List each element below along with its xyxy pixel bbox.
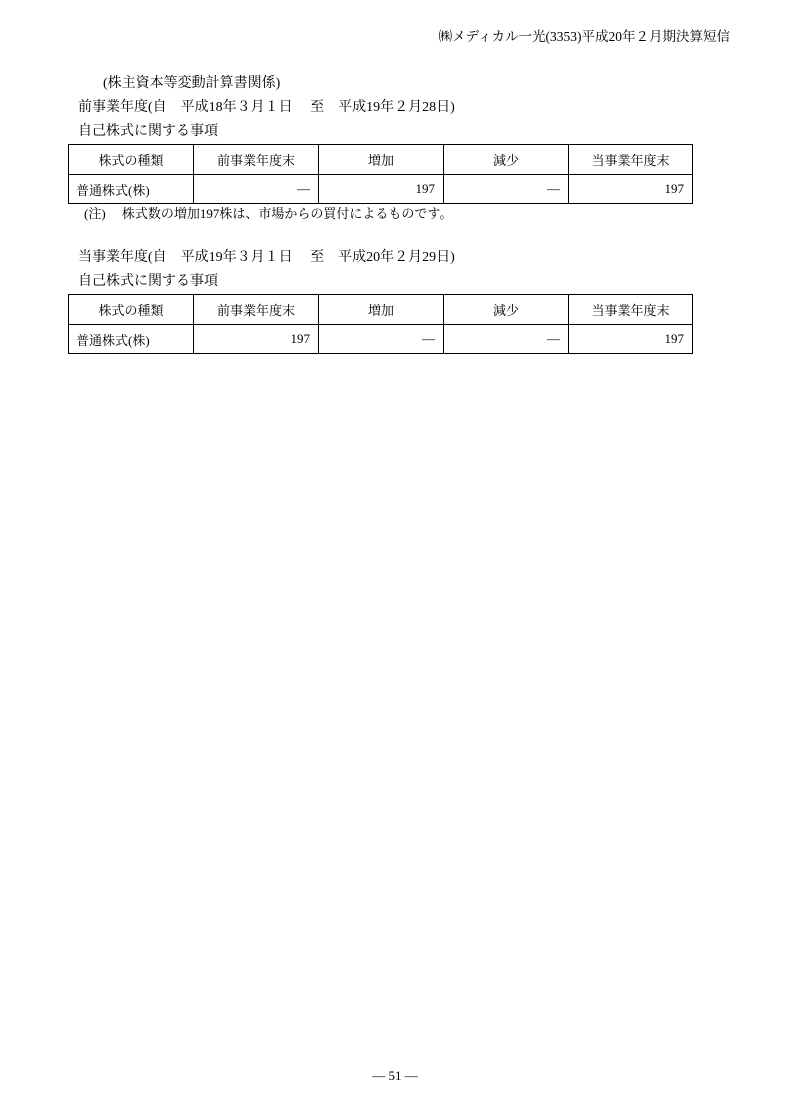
cell-decrease: ― — [444, 175, 569, 204]
section-title: (株主資本等変動計算書関係) — [103, 76, 281, 91]
previous-year-period-label: 前事業年度(自 平成18年３月１日 至 平成19年２月28日) — [78, 100, 455, 115]
cell-decrease: ― — [444, 325, 569, 354]
cell-beginning-balance: 197 — [194, 325, 319, 354]
document-header: ㈱メディカル一光(3353)平成20年２月期決算短信 — [438, 29, 730, 44]
table-header-row — [69, 295, 693, 325]
cell-stock-type: 普通株式(株) — [69, 325, 194, 354]
current-year-period-label: 当事業年度(自 平成19年３月１日 至 平成20年２月29日) — [78, 250, 455, 265]
previous-year-treasury-stock-table — [68, 144, 693, 204]
table-row — [69, 325, 693, 354]
header-decrease: 減少 — [444, 145, 569, 175]
cell-stock-type: 普通株式(株) — [69, 175, 194, 204]
header-stock-type: 株式の種類 — [69, 295, 194, 325]
previous-year-subject-label: 自己株式に関する事項 — [78, 124, 218, 139]
page-number: ― 51 ― — [372, 1068, 418, 1083]
cell-increase: ― — [319, 325, 444, 354]
header-beginning-balance: 前事業年度末 — [194, 295, 319, 325]
header-decrease: 減少 — [444, 295, 569, 325]
header-stock-type: 株式の種類 — [69, 145, 194, 175]
cell-ending-balance: 197 — [569, 175, 693, 204]
header-ending-balance: 当事業年度末 — [569, 145, 693, 175]
header-increase: 増加 — [319, 295, 444, 325]
table-row — [69, 175, 693, 204]
header-ending-balance: 当事業年度末 — [569, 295, 693, 325]
cell-beginning-balance: ― — [194, 175, 319, 204]
cell-increase: 197 — [319, 175, 444, 204]
current-year-subject-label: 自己株式に関する事項 — [78, 274, 218, 289]
table-header-row — [69, 145, 693, 175]
header-increase: 増加 — [319, 145, 444, 175]
cell-ending-balance: 197 — [569, 325, 693, 354]
header-beginning-balance: 前事業年度末 — [194, 145, 319, 175]
current-year-treasury-stock-table — [68, 294, 693, 354]
previous-year-note: (注) 株式数の増加197株は、市場からの買付によるものです。 — [84, 206, 453, 221]
